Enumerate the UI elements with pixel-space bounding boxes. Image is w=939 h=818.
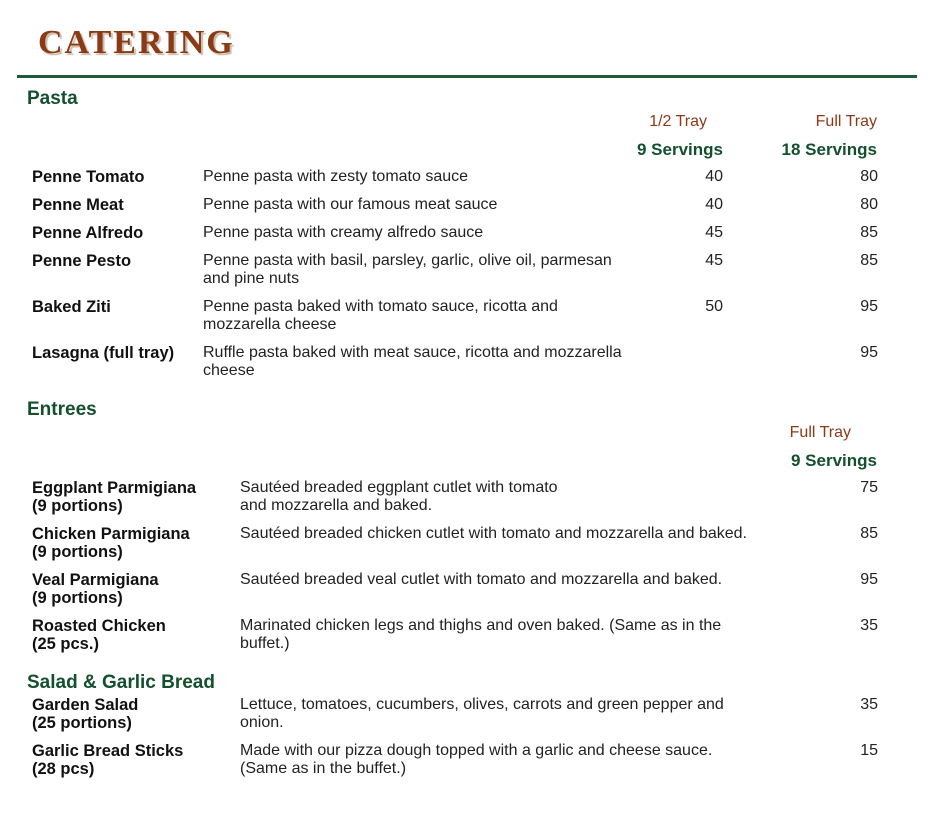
item-name: Veal Parmigiana (9 portions) xyxy=(32,571,159,607)
item-name: Penne Pesto xyxy=(32,252,132,270)
item-name: Lasagna (full tray) xyxy=(32,344,175,362)
item-full-price: 85 xyxy=(860,525,878,542)
item-half-price: 45 xyxy=(705,252,723,269)
pasta-half-servings: 9 Servings xyxy=(637,140,723,159)
header-divider xyxy=(17,75,917,78)
item-full-price: 95 xyxy=(860,298,878,315)
item-description: Made with our pizza dough topped with a garlic and cheese sauce. (Same as in the buffet.) xyxy=(240,742,713,777)
item-description: Sautéed breaded eggplant cutlet with tomato and mozzarella and baked. xyxy=(240,479,558,514)
pasta-half-tray-label: 1/2 Tray xyxy=(649,113,707,130)
item-name: Roasted Chicken (25 pcs.) xyxy=(32,617,166,653)
item-full-price: 95 xyxy=(860,344,878,361)
section-heading-pasta: Pasta xyxy=(27,88,78,109)
page-title: CATERING xyxy=(38,24,235,61)
item-description: Penne pasta with our famous meat sauce xyxy=(203,196,498,213)
item-half-price: 40 xyxy=(705,196,723,213)
item-name: Chicken Parmigiana (9 portions) xyxy=(32,525,190,561)
entrees-full-tray-label: Full Tray xyxy=(789,424,851,441)
item-half-price: 50 xyxy=(705,298,723,315)
item-full-price: 35 xyxy=(860,617,878,634)
item-half-price: 45 xyxy=(705,224,723,241)
item-full-price: 75 xyxy=(860,479,878,496)
item-name: Penne Meat xyxy=(32,196,124,214)
item-description: Penne pasta baked with tomato sauce, ricotta and mozzarella cheese xyxy=(203,298,558,333)
section-heading-entrees: Entrees xyxy=(27,399,97,420)
item-full-price: 80 xyxy=(860,168,878,185)
item-full-price: 85 xyxy=(860,224,878,241)
item-name: Penne Tomato xyxy=(32,168,145,186)
item-name: Garden Salad (25 portions) xyxy=(32,696,139,732)
item-description: Penne pasta with creamy alfredo sauce xyxy=(203,224,484,241)
item-full-price: 15 xyxy=(860,742,878,759)
item-description: Sautéed breaded chicken cutlet with tomato and mozzarella and baked. xyxy=(240,525,747,542)
item-name: Baked Ziti xyxy=(32,298,111,316)
item-description: Sautéed breaded veal cutlet with tomato and mozzarella and baked. xyxy=(240,571,723,588)
item-full-price: 95 xyxy=(860,571,878,588)
item-description: Marinated chicken legs and thighs and oven baked. (Same as in the buffet.) xyxy=(240,617,722,652)
item-full-price: 85 xyxy=(860,252,878,269)
pasta-full-tray-label: Full Tray xyxy=(815,113,877,130)
item-description: Penne pasta with zesty tomato sauce xyxy=(203,168,469,185)
entrees-full-servings: 9 Servings xyxy=(791,451,877,470)
item-description: Penne pasta with basil, parsley, garlic, olive oil, parmesan and pine nuts xyxy=(203,252,612,287)
item-description: Lettuce, tomatoes, cucumbers, olives, carrots and green pepper and onion. xyxy=(240,696,724,731)
item-full-price: 35 xyxy=(860,696,878,713)
item-description: Ruffle pasta baked with meat sauce, ricotta and mozzarella cheese xyxy=(203,344,622,379)
item-name: Garlic Bread Sticks (28 pcs) xyxy=(32,742,184,778)
item-name: Penne Alfredo xyxy=(32,224,144,242)
section-heading-salad: Salad & Garlic Bread xyxy=(27,672,215,693)
item-name: Eggplant Parmigiana (9 portions) xyxy=(32,479,197,515)
item-full-price: 80 xyxy=(860,196,878,213)
item-half-price: 40 xyxy=(705,168,723,185)
pasta-full-servings: 18 Servings xyxy=(781,140,877,159)
